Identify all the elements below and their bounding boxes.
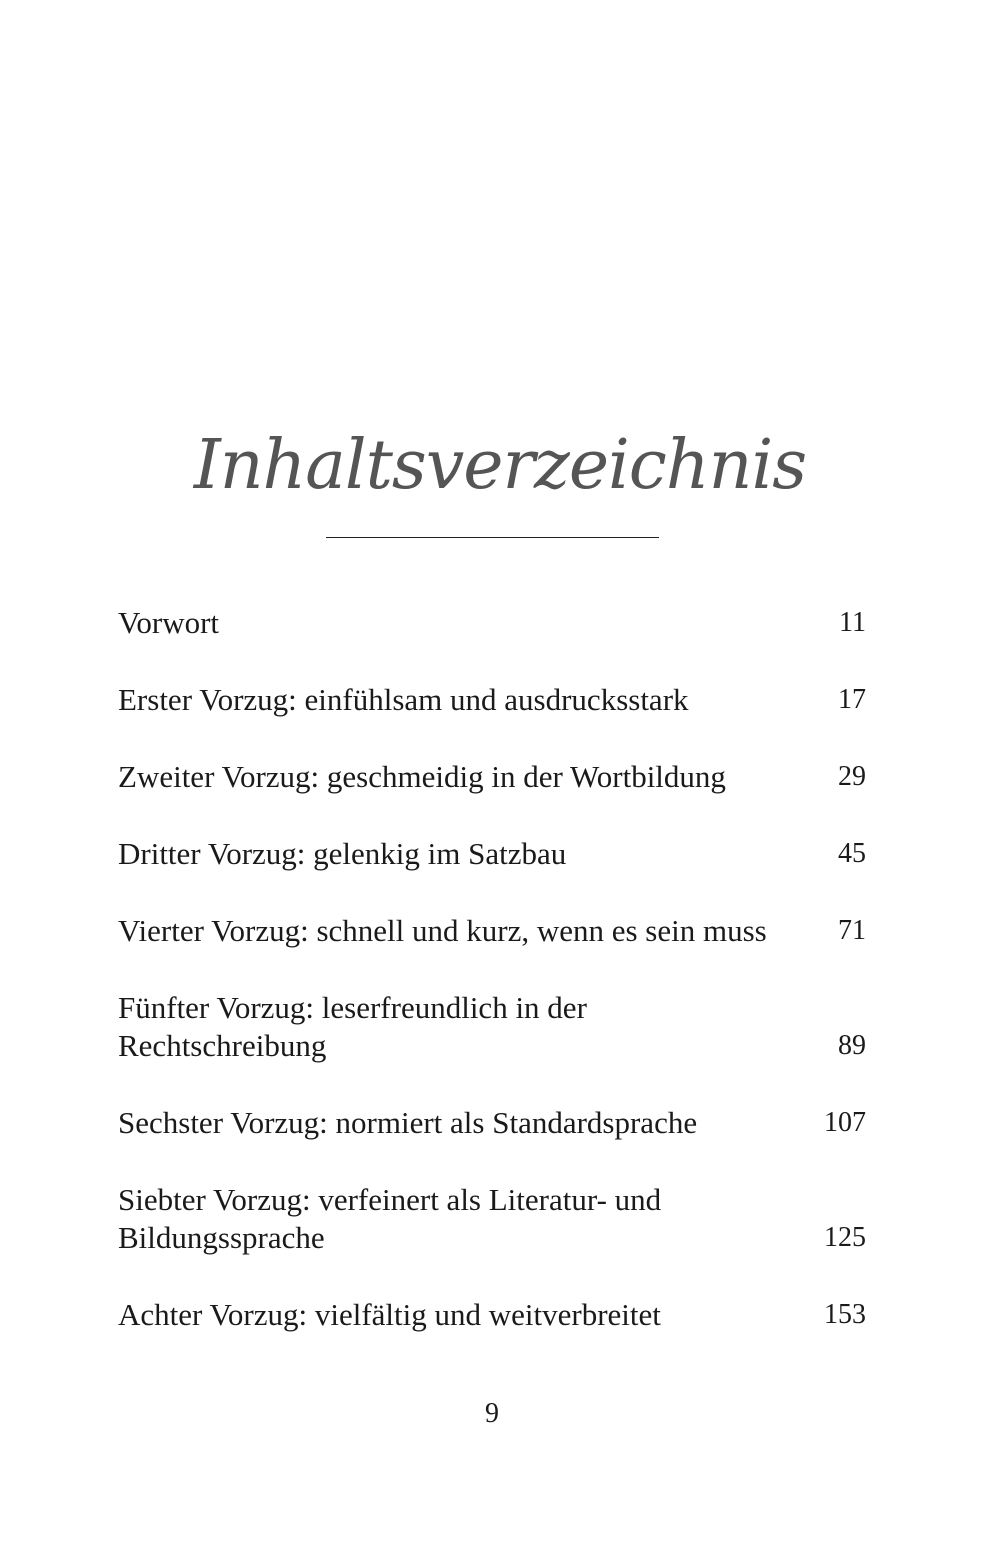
toc-entry-page: 153: [824, 1299, 866, 1330]
toc-entry-label: Fünfter Vorzug: leserfreundlich in der Rechtschreibung: [118, 990, 587, 1063]
page-title: Inhaltsverzeichnis: [193, 425, 807, 505]
toc-entry[interactable]: [118, 758, 866, 796]
toc-entry-page: 29: [838, 761, 866, 792]
toc-entry-label: Achter Vorzug: vielfältig und weitverbreitet: [118, 1297, 661, 1332]
toc-entry[interactable]: [118, 604, 866, 642]
toc-entry-label: Dritter Vorzug: gelenkig im Satzbau: [118, 836, 567, 871]
toc-entry-label: Vorwort: [118, 605, 220, 640]
toc-entry-label: Vierter Vorzug: schnell und kurz, wenn es sein muss: [118, 913, 767, 948]
toc-entry[interactable]: [118, 989, 866, 1065]
toc-entry-page: 125: [824, 1222, 866, 1253]
toc-entry-page: 17: [838, 684, 866, 715]
toc-entry-page: 45: [838, 838, 866, 869]
toc-entry-page: 71: [838, 915, 866, 946]
toc-entry-page: 89: [838, 1030, 866, 1061]
page-number: 9: [485, 1398, 499, 1429]
toc-entry[interactable]: [118, 681, 866, 719]
toc-entry-label: Erster Vorzug: einfühlsam und ausdrucksstark: [118, 682, 689, 717]
toc-entry-label: Sechster Vorzug: normiert als Standardsprache: [118, 1105, 698, 1140]
toc-entry-page: 11: [839, 607, 866, 638]
toc-entry-label: Siebter Vorzug: verfeinert als Literatur- und Bildungssprache: [118, 1182, 662, 1255]
toc-entry[interactable]: [118, 1296, 866, 1334]
title-divider: [326, 537, 659, 538]
toc-entry[interactable]: [118, 1181, 866, 1257]
toc-entry-page: 107: [824, 1107, 866, 1138]
toc-entry[interactable]: [118, 1104, 866, 1142]
toc-entry[interactable]: [118, 835, 866, 873]
toc-entry-label: Zweiter Vorzug: geschmeidig in der Wortbildung: [118, 759, 726, 794]
toc-entry[interactable]: [118, 912, 866, 950]
table-of-contents: [118, 604, 866, 1373]
